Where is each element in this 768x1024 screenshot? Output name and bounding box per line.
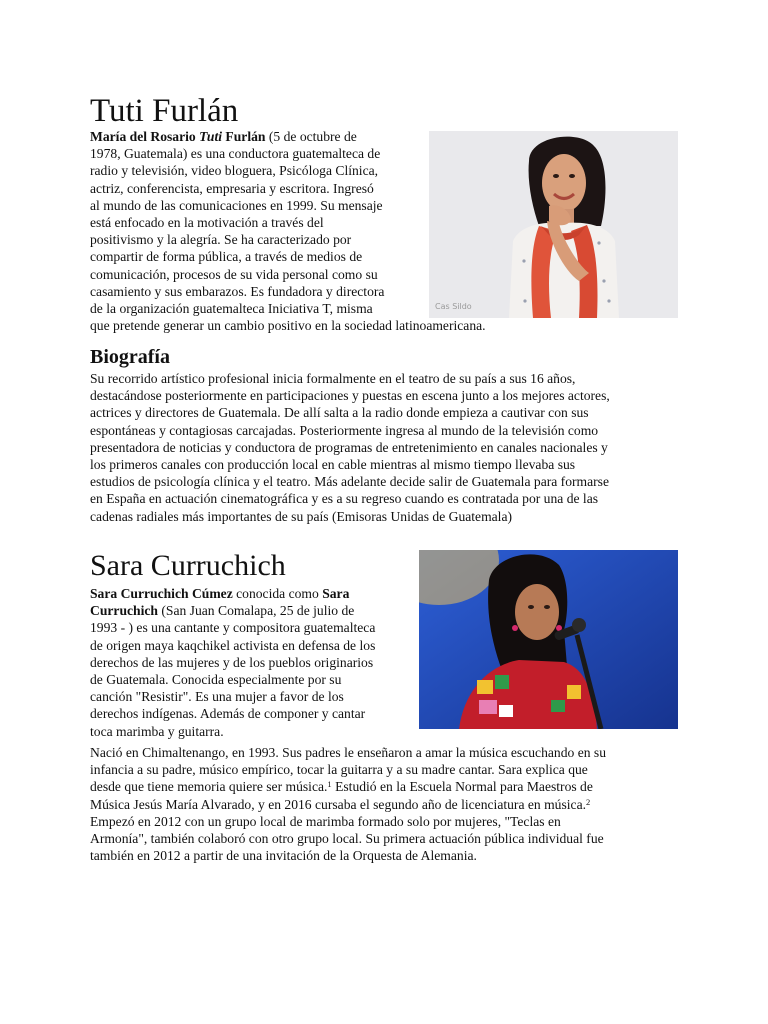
sara-body-line-4 [90, 796, 690, 813]
tuti-bio-line: estudios de psicología clínica y el teatro. Más adelante decide salir de Guatemala para formarse [90, 474, 609, 490]
sara-intro-line: 1993 - ) es una cantante y compositora guatemalteca [90, 620, 376, 636]
sara-intro-line: canción "Resistir". Es una mujer a favor de los [90, 689, 344, 705]
tuti-intro-line: radio y televisión, video bloguera, Psicóloga Clínica, [90, 163, 379, 179]
sara-intro-line: de origen maya kaqchikel activista en defensa de los [90, 637, 376, 653]
tuti-bio-line: los primeros canales con producción local en cable mientras al mismo tiempo llevaba sus [90, 457, 576, 473]
sara-intro-line: derechos de las mujeres y de los pueblos originarios [90, 654, 374, 670]
tuti-intro-line-1 [90, 128, 690, 145]
tuti-heading: Tuti Furlán [90, 93, 239, 129]
tuti-bio-line: Su recorrido artístico profesional inicia formalmente en el teatro de su país a sus 16 años, [90, 371, 576, 386]
sara-intro-rest: (San Juan Comalapa, 25 de julio de [157, 603, 355, 619]
tuti-intro-line: 1978, Guatemala) es una conductora guatemalteca de [90, 146, 381, 162]
sara-body-text: Música Jesús María Alvarado, y en 2016 cursaba el segundo año de licenciatura en música. [90, 796, 587, 812]
sara-nickname-1: Sara [322, 586, 350, 601]
sara-intro [90, 585, 690, 740]
tuti-bio [90, 370, 690, 525]
tuti-photo-caption: Cas Sildo [435, 302, 472, 311]
sara-body-text: Estudió en la Escuela Normal para Maestros de [331, 779, 593, 795]
sara-nickname-2: Curruchich [90, 603, 158, 619]
tuti-intro-text: (5 de octubre de [265, 129, 357, 144]
tuti-bio-line: en España en actuación cinematográfica y es a su regreso cuando es contratada por una de las [90, 491, 599, 507]
sara-intro-line-2 [90, 602, 690, 619]
tuti-intro-line: de la organización guatemalteca Iniciativa T, misma [90, 301, 373, 317]
tuti-bio-line: presentadora de noticias y conductora de programas de entretenimiento en canales nacionales y [90, 439, 608, 455]
tuti-name-nick: Tuti [199, 129, 223, 144]
tuti-bio-heading: Biografía [90, 346, 170, 368]
tuti-intro-line: actriz, conferencista, empresaria y escritora. Ingresó [90, 180, 374, 196]
sara-intro-line: derechos indígenas. Además de componer y cantar [90, 706, 366, 722]
tuti-intro-line: compartir de forma pública, a través de medios de [90, 249, 363, 265]
tuti-bio-line: cadenas radiales más importantes de su país (Emisoras Unidas de Guatemala) [90, 508, 513, 524]
tuti-intro-line: está enfocado en la motivación a través del [90, 215, 324, 231]
sara-body-line: Armonía", también colaboró con otro grupo local. Su primera actuación pública individual fue [90, 831, 604, 847]
tuti-bio-line: destacándose posteriormente en participaciones y puestas en escena junto a los mejores actores, [90, 388, 610, 404]
tuti-intro-line: comunicación, procesos de su vida personal como su [90, 266, 378, 282]
sara-body-line: Nació en Chimaltenango, en 1993. Sus padres le enseñaron a amar la música escuchando en su [90, 745, 607, 760]
tuti-name-part1: María del Rosario [90, 129, 200, 144]
tuti-intro-line: casamiento y sus embarazos. Es fundadora y directora [90, 283, 385, 299]
sara-body [90, 744, 690, 864]
sara-intro-line-1 [90, 585, 690, 602]
sara-fullname: Sara Curruchich Cúmez [90, 586, 233, 601]
sara-body-line: Empezó en 2012 con un grupo local de marimba formado solo por mujeres, "Teclas en [90, 813, 561, 829]
footnote-ref-1[interactable]: 1 [327, 779, 332, 790]
tuti-intro-line: positivismo y la alegría. Se ha caracterizado por [90, 232, 352, 248]
tuti-bio-line: actrices y directores de Guatemala. De allí salta a la radio donde empieza a cautivar con sus [90, 405, 589, 421]
tuti-intro-line: al mundo de las comunicaciones en 1999. Su mensaje [90, 197, 383, 213]
sara-body-line: infancia a su padre, músico empírico, tocar la guitarra y a su madre cantar. Sara explica que [90, 762, 588, 778]
tuti-bio-line: espontáneas y contagiosas carcajadas. Posteriormente ingresa al mundo de la televisión como [90, 422, 599, 438]
sara-intro-line: toca marimba y guitarra. [90, 723, 224, 739]
tuti-name-part2: Furlán [222, 129, 266, 144]
footnote-ref-2[interactable]: 2 [586, 796, 591, 807]
sara-body-text: desde que tiene memoria quiere ser música. [90, 779, 328, 795]
sara-known-as: conocida como [232, 586, 323, 601]
sara-heading: Sara Curruchich [90, 549, 286, 582]
tuti-intro [90, 128, 690, 334]
sara-body-line-3 [90, 778, 690, 795]
sara-intro-line: de Guatemala. Conocida especialmente por su [90, 672, 342, 688]
tuti-intro-line: que pretende generar un cambio positivo en la sociedad latinoamericana. [90, 318, 486, 334]
sara-body-line: también en 2012 a partir de una invitación de la Orquesta de Alemania. [90, 848, 477, 864]
